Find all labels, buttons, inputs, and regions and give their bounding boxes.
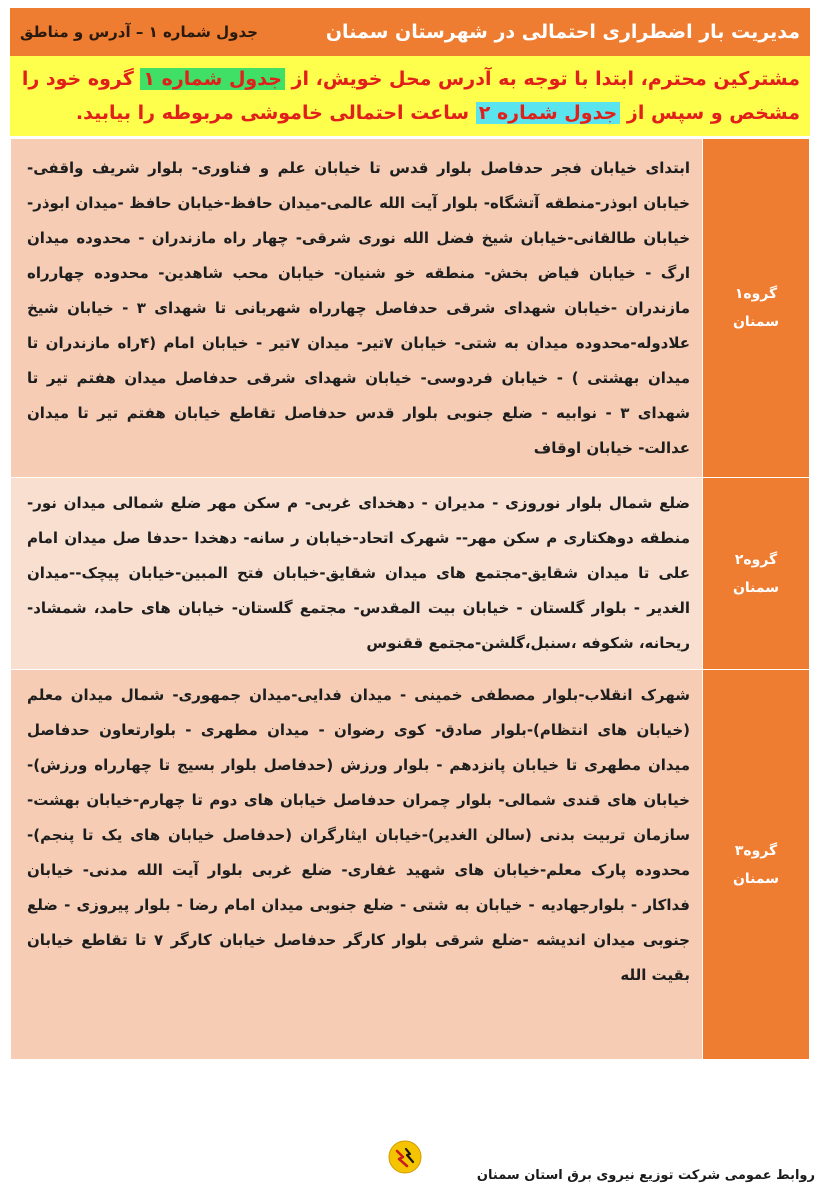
table-subtitle: جدول شماره ۱ – آدرس و مناطق [20, 23, 258, 41]
table-row [11, 670, 810, 1060]
page-title: مدیریت بار اضطراری احتمالی در شهرستان سمنان [325, 21, 800, 43]
document [10, 8, 810, 1060]
instruction-notice [10, 56, 810, 136]
table-row [11, 139, 810, 478]
notice-text-3: ساعت احتمالی خاموشی مربوطه را بیابید. [75, 102, 470, 124]
group-city: سمنان [732, 579, 780, 596]
notice-table2-highlight: جدول شماره ۲ [476, 102, 621, 124]
group-label [703, 139, 810, 478]
title-bar [10, 8, 810, 56]
notice-text-2: گروه خود را مشخص و سپس از [21, 68, 800, 124]
group-number: گروه۱ [734, 286, 778, 302]
group-addresses: ابتدای خیابان فجر حدفاصل بلوار قدس تا خیابان علم و فناوری- بلوار شریف واقفی- خیابان ابوذر-منطقه آتشگاه- بلوار آیت الله عالمی-میدان حافظ-خیابان حافظ -میدان ابوذر-خیابان طالقانی-خیابان شیخ فضل الله نوری شرقی- چهار راه مازندران - محدوده میدان ارگ - خیابان فیاض بخش- منطقه خو شنیان- خیابان محب شاهدین- محدوده چهارراه مازندران -خیابان شهدای شرقی حدفاصل چهارراه شهربانی تا شهدای ۳ - خیابان شیخ علادوله-محدوده میدان به شتی- خیابان ۷تیر- میدان ۷تیر - خیابان امام (۴راه مازندران تا میدان بهشتی ) - خیابان فردوسی- خیابان شهدای شرقی حدفاصل میدان هفتم تیر تا شهدای ۳ - نوابیه - ضلع جنوبی بلوار قدس حدفاصل تقاطع خیابان هفتم تیر تا میدان عدالت- خیابان اوقاف [11, 139, 703, 478]
group-label [703, 670, 810, 1060]
groups-table [10, 138, 810, 1060]
table-row [11, 478, 810, 670]
notice-text-1: مشترکین محترم، ابتدا با توجه به آدرس محل خویش، از [291, 68, 800, 90]
footer [0, 1130, 823, 1190]
group-addresses: شهرک انقلاب-بلوار مصطفی خمینی - میدان فدایی-میدان جمهوری- شمال میدان معلم (خیابان های انتظام)-بلوار صادق- کوی رضوان - میدان مطهری - بلوارتعاون حدفاصل میدان مطهری تا خیابان پانزدهم - بلوار ورزش (حدفاصل بلوار بسیج تا چهارراه ورزش)- خیابان های قندی شمالی- بلوار چمران حدفاصل خیابان های دوم تا چهارم-خیابان بهشت- سازمان تربیت بدنی (سالن الغدیر)-خیابان ایثارگران (حدفاصل خیابان های یک تا پنجم)-محدوده پارک معلم-خیابان های شهید غفاری- ضلع غربی بلوار آیت الله مدنی- خیابان فداکار - بلوارجهادیه - خیابان به شتی - ضلع جنوبی میدان امام رضا - بلوار پیروزی - ضلع جنوبی میدان اندیشه -ضلع شرقی بلوار کارگر حدفاصل خیابان کارگر ۷ تا تقاطع خیابان بقیت الله [11, 670, 703, 1060]
footer-credit: روابط عمومی شرکت توزیع نیروی برق استان سمنان [476, 1168, 815, 1183]
group-city: سمنان [732, 314, 780, 330]
group-number: گروه۳ [734, 842, 778, 859]
group-number: گروه۲ [734, 551, 778, 568]
group-city: سمنان [732, 870, 780, 887]
power-distribution-logo-icon [388, 1140, 422, 1174]
group-addresses: ضلع شمال بلوار نوروزی - مدیران - دهخدای غربی- م سکن مهر ضلع شمالی میدان نور- منطقه دوهکتاری م سکن مهر-- شهرک اتحاد-خیابان ر سانه- دهخدا -حدفا صل میدان امام علی تا میدان شقایق-مجتمع های میدان شقایق-خیابان فتح المبین-خیابان پیچک--میدان الغدیر - بلوار گلستان - خیابان بیت المقدس- مجتمع گلستان- خیابان های حامد، شمشاد- ریحانه، شکوفه ،سنبل،گلشن-مجتمع ققنوس [11, 478, 703, 670]
group-label [703, 478, 810, 670]
notice-table1-highlight: جدول شماره ۱ [140, 68, 285, 90]
